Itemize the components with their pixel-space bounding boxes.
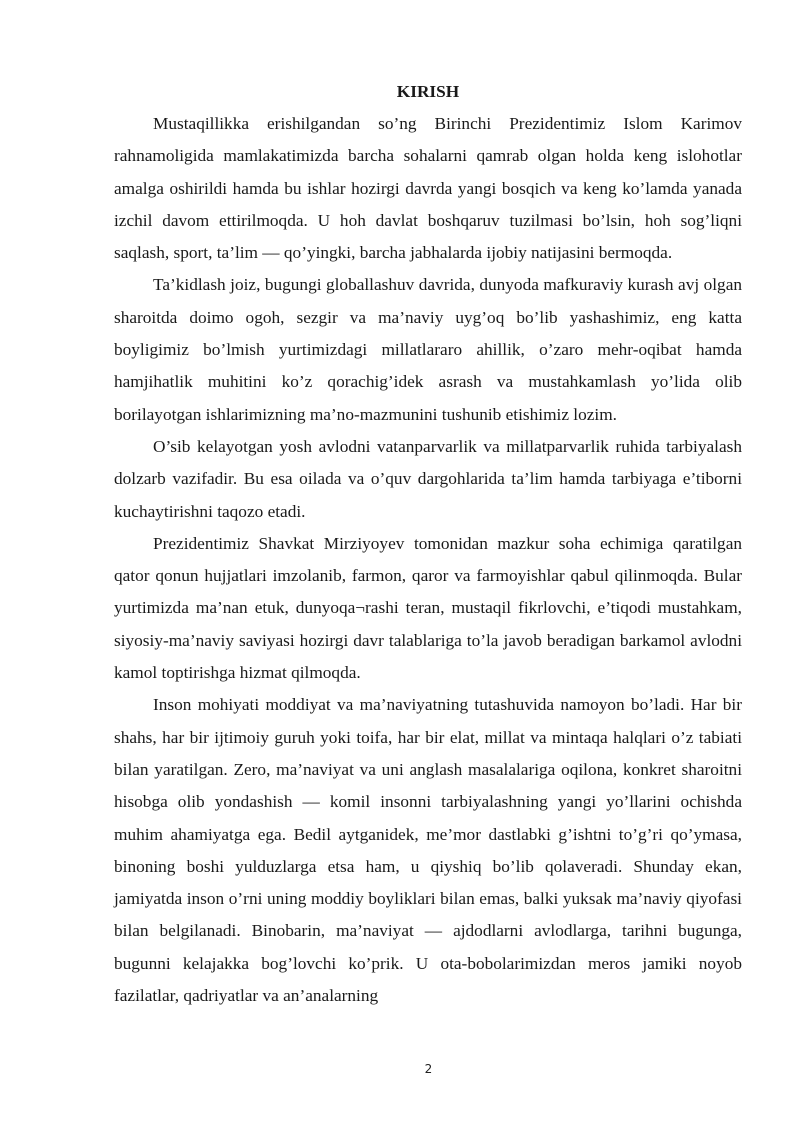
page-number: 2 <box>424 1062 433 1076</box>
paragraph-2: Ta’kidlash joiz, bugungi globallashuv davrida, dunyoda mafkuraviy kurash avj olgan sharoitda doimo ogoh, sezgir va ma’naviy uyg’oq bo’lib yashashimiz, eng katta boyligimiz bo’lmish yurtimizdagi millatlararo ahillik, o’zaro mehr-oqibat hamda hamjihatlik muhitini ko’z qorachig’idek asrash va mustahkamlash yo’lida olib borilayotgan ishlarimizning ma’no-mazmunini tushunib etishimiz lozim. <box>114 275 742 424</box>
paragraph-1: Mustaqillikka erishilgandan so’ng Birinchi Prezidentimiz Islom Karimov rahnamoligida mamlakatimizda barcha sohalarni qamrab olgan holda keng islohotlar amalga oshirildi hamda bu ishlar hozirgi davrda yangi bosqich va keng ko’lamda yanada izchil davom ettirilmoqda. U hoh davlat boshqaruv tuzilmasi bo’lsin, hoh sog’liqni saqlash, sport, ta’lim — qo’yingki, barcha jabhalarda ijobiy natijasini bermoqda. <box>114 114 742 263</box>
paragraph-3: O’sib kelayotgan yosh avlodni vatanparvarlik va millatparvarlik ruhida tarbiyalash dolzarb vazifadir. Bu esa oilada va o’quv dargohlarida ta’lim hamda tarbiyaga e’tiborni kuchaytirishni taqozo etadi. <box>114 436 742 521</box>
page-content <box>114 76 742 1012</box>
paragraph-5: Inson mohiyati moddiyat va ma’naviyatning tutashuvida namoyon bo’ladi. Har bir shahs, har bir ijtimoiy guruh yoki toifa, har bir elat, millat va mintaqa halqlari o’z tabiati bilan yaratilgan. Zero, ma’naviyat va uni anglash masalalariga oqilona, konkret sharoitni hisobga olib yondashish — komil insonni tarbiyalashning yangi yo’llarini ochishda muhim ahamiyatga ega. Bedil aytganidek, me’mor dastlabki g’ishtni to’g’ri qo’ymasa, binoning boshi yulduzlarga etsa ham, u qiyshiq bo’lib qolaveradi. Shunday ekan, jamiyatda inson o’rni uning moddiy boyliklari bilan emas, balki yuksak ma’naviy qiyofasi bilan belgilanadi. Binobarin, ma’naviyat — ajdodlarni avlodlarga, tarihni bugunga, bugunni kelajakka bog’lovchi ko’prik. U ota-bobolarimizdan meros jamiki noyob fazilatlar, qadriyatlar va an’analarning <box>114 695 742 1006</box>
paragraph-4: Prezidentimiz Shavkat Mirziyoyev tomonidan mazkur soha echimiga qaratilgan qator qonun hujjatlari imzolanib, farmon, qaror va farmoyishlar qabul qilinmoqda. Bular yurtimizda ma’nan etuk, dunyoqa¬rashi teran, mustaqil fikrlovchi, e’tiqodi mustahkam, siyosiy-ma’naviy saviyasi hozirgi davr talablariga to’la javob beradigan barkamol avlodni kamol toptirishga hizmat qilmoqda. <box>114 533 742 683</box>
section-title: KIRISH <box>396 82 460 101</box>
